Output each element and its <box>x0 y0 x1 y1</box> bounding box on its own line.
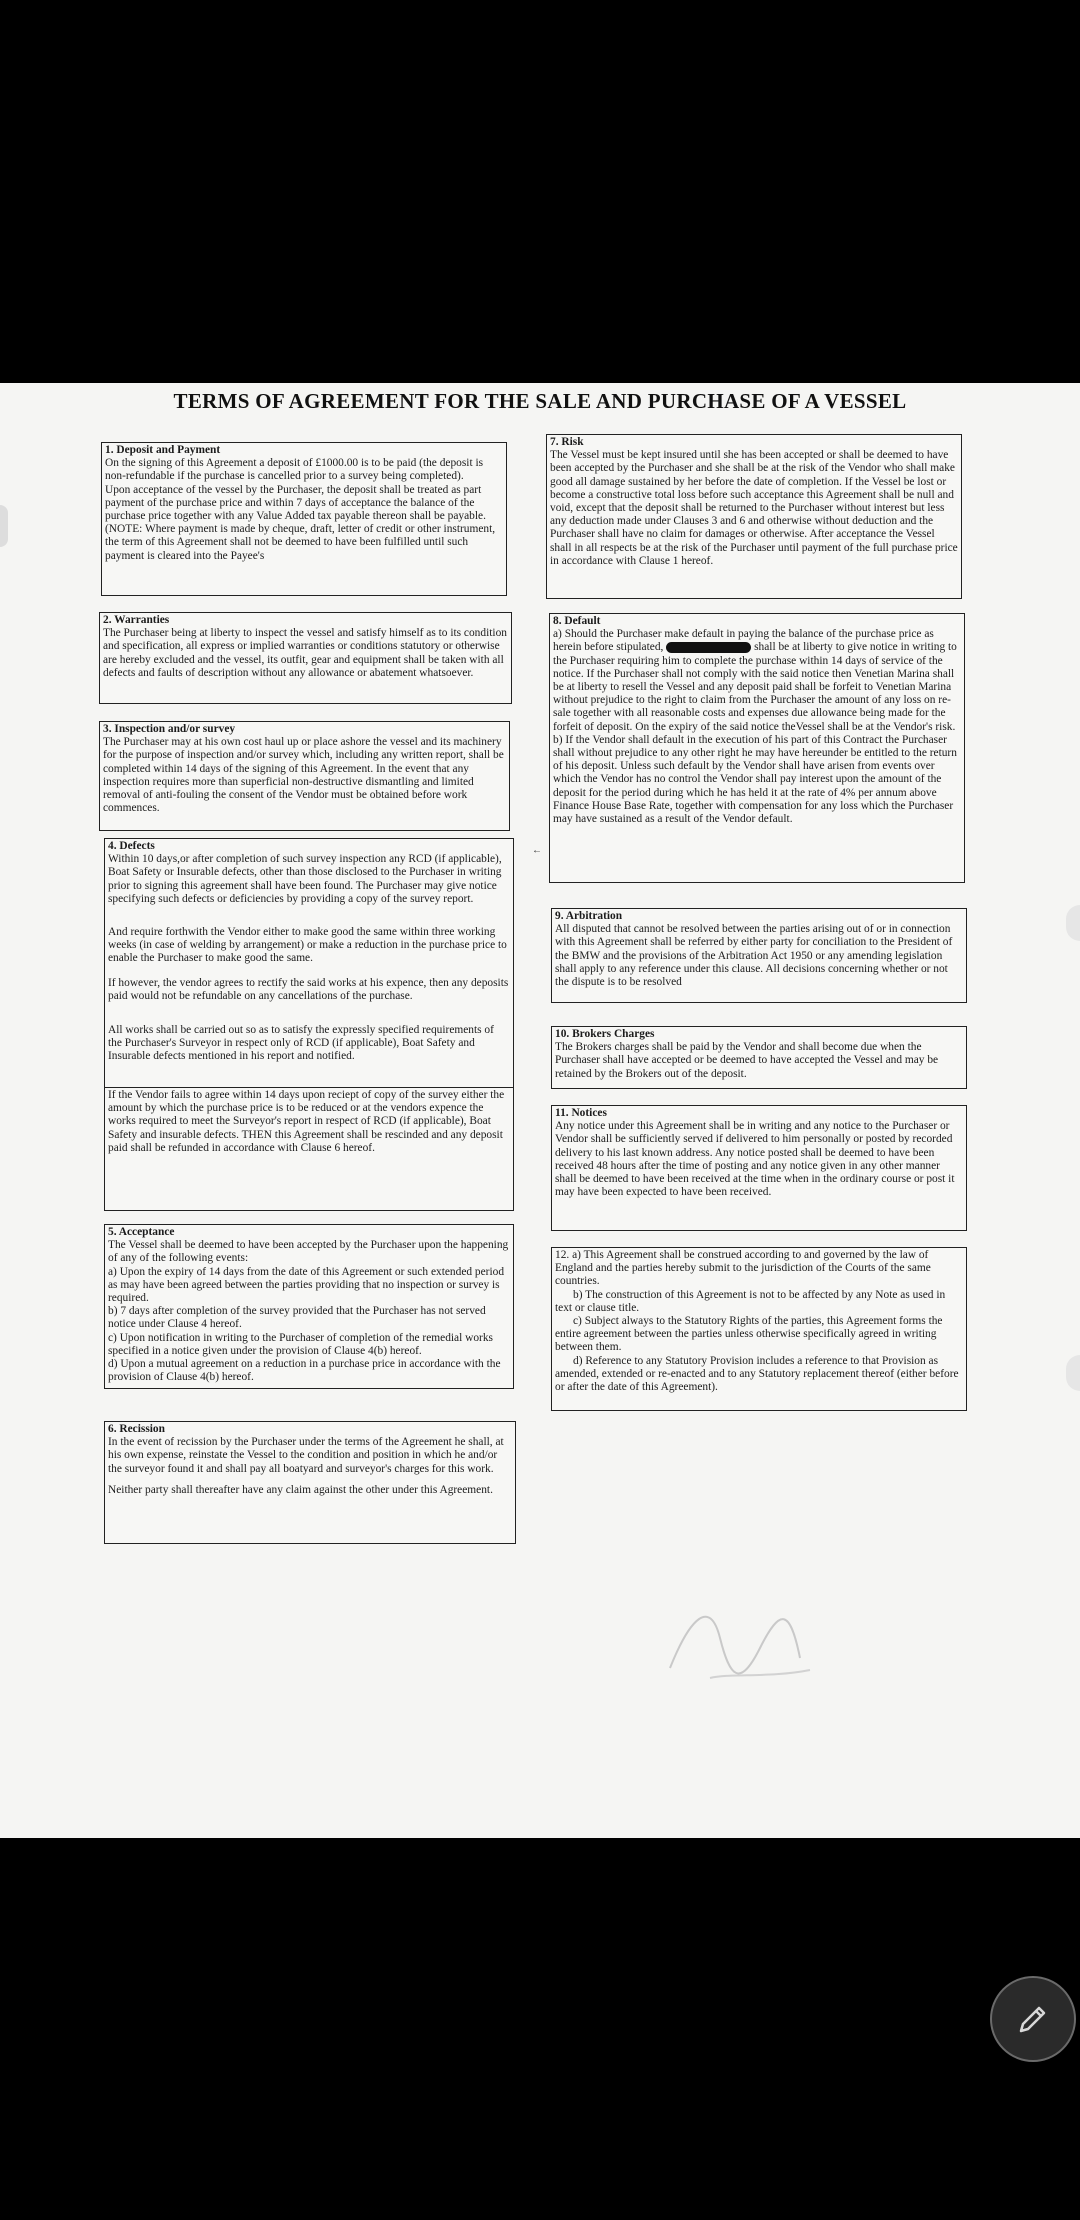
clause-paragraph: The Vessel shall be deemed to have been accepted by the Purchaser upon the happening of any of the following events: <box>108 1239 509 1265</box>
clause-4-defects <box>104 838 514 931</box>
clause-paragraph: c) Upon notification in writing to the Purchaser of completion of the remedial works specified in a notice given under the provision of Clause 4(b) hereof. <box>108 1331 493 1357</box>
clause-paragraph: 12. a) This Agreement shall be construed according to and governed by the law of England and the parties hereby submit to the jurisdiction of the Courts of the same countries. <box>555 1249 931 1288</box>
left-edge-handle[interactable] <box>0 505 8 547</box>
clause-paragraph: All works shall be carried out so as to satisfy the expressly specified requirements of the Purchaser's Surveyor in respect only of RCD (if applicable), Boat Safety and Insurable defects mentioned in his report and notified. <box>108 1024 494 1063</box>
clause-paragraph: All disputed that cannot be resolved between the parties arising out of or in connection with this Agreement shall be referred by either party for conciliation to the President of the BMW and the provisions of the Arbitration Act 1950 or any amending legislation shall apply to any reference under this clause. All decisions concerning whether or not the dispute is to be resolved <box>555 923 953 989</box>
clause-heading: 10. Brokers Charges <box>555 1028 655 1040</box>
signature-scribble <box>650 1578 820 1698</box>
clause-12-governing-law <box>551 1247 967 1411</box>
clause-11-notices <box>551 1105 967 1231</box>
clause-paragraph: In the event of recission by the Purchaser under the terms of the Agreement he shall, at his own expense, reinstate the Vessel to the condition and position in which he and/or the surveyor found it and shall pay all boatyard and surveyor's charges for this work. <box>108 1436 504 1475</box>
clause-paragraph: On the signing of this Agreement a deposit of £1000.00 is to be paid (the deposit is non-refundable if the purchase is cancelled prior to a survey being completed). <box>105 457 484 483</box>
clause-paragraph: And require forthwith the Vendor either to make good the same within three working weeks (in case of welding by arrangement) or make a reduction in the purchase price to enable the Purchaser to make good the same. <box>108 926 507 965</box>
clause-paragraph: Upon acceptance of the vessel by the Purchaser, the deposit shall be treated as part payment of the purchase price and within 7 days of acceptance the balance of the purchase price together with any Value Added tax payable thereon shall be payable. (NOTE: Where payment is made by cheque, draft, letter of credit or other instrument, the term of this Agreement shall not be deemed to have been fulfilled until such payment is cleared into the Payee's <box>105 483 496 562</box>
clause-10-brokers-charges <box>551 1026 967 1089</box>
clause-heading: 7. Risk <box>550 436 584 448</box>
clause-paragraph: The Purchaser being at liberty to inspect the vessel and satisfy himself as to its condition and specification, all express or implied warranties or conditions statutory or otherwise are hereby excluded and the vessel, its outfit, gear and equipment shall be taken with all defects and faults of description without any allowance or abatement whatsoever. <box>103 627 507 679</box>
redaction-mark <box>666 642 751 653</box>
clause-paragraph: The Vessel must be kept insured until she has been accepted or shall be deemed to have been accepted by the Purchaser and she shall be at the risk of the Vendor who shall make good all damage sustained by her before the date of completion. If the Vessel be lost or become a constructive total loss before such acceptance this Agreement shall be null and void, except that the deposit shall be returned to the Purchaser without interest but less any deduction made under Clauses 3 and 6 and otherwise without deduction and the Purchaser shall have no claim for damages or otherwise. After acceptance the Vessel shall in all respects be at the risk of the Purchaser until payment of the full purchase price in accordance with Clause 1 hereof. <box>550 449 958 567</box>
clause-text: shall be at liberty to give notice in writing to the Purchaser requiring him to complete the purchase within 14 days of service of the notice. If the Purchaser shall not comply with the said notice then Venetian Marina shall be at liberty to resell the Vessel and any deposit paid shall be forfeit to Venetian Marina without prejudice to the right to claim from the Purchaser the amount of any loss on re-sale together with all reasonable costs and expenses due allowance being made for the forfeit of deposit. On the expiry of the said notice theVessel shall be at the Vendor's risk. <box>553 641 957 733</box>
clause-paragraph: If however, the vendor agrees to rectify the said works at his expence, then any deposits paid would not be refundable on any cancellations of the purchase. <box>108 977 509 1003</box>
arrow-mark-icon: ← <box>532 845 542 856</box>
clause-paragraph: d) Reference to any Statutory Provision includes a reference to that Provision as amended, extended or re-enacted and to any Statutory replacement thereof (either before or after the date of this Agreement). <box>555 1354 959 1394</box>
clause-text: a) Should the Purchaser make default in paying the balance of the purchase price as herein before stipulated, <box>553 628 934 654</box>
clause-paragraph: Neither party shall thereafter have any claim against the other under this Agreement. <box>108 1483 493 1496</box>
clause-paragraph: If the Vendor fails to agree within 14 days upon reciept of copy of the survey either the amount by which the purchase price is to be reduced or at the vendors expence the works required to meet the Surveyor's report in respect of RCD (if applicable), Boat Safety and insurable defects. THEN this Agreement shall be rescinded and any deposit paid shall be refunded in accordance with Clause 6 hereof. <box>108 1089 505 1154</box>
clause-paragraph: b) 7 days after completion of the survey provided that the Purchaser has not served notice under Clause 4 hereof. <box>108 1305 486 1331</box>
clause-heading: 3. Inspection and/or survey <box>103 723 236 735</box>
clause-1-deposit-and-payment <box>101 442 507 596</box>
clause-2-warranties <box>99 612 512 704</box>
clause-paragraph: b) If the Vendor shall default in the execution of his part of this Contract the Purchaser shall without prejudice to any other right he may have hereunder be entitled to the return of his deposit. Unless such default by the Vendor shall have arisen from events over which the Vendor has no control the Vendor shall pay interest upon the amount of the deposit for the period during which he has held it at the rate of 4% per annum above Finance House Base Rate, together with compensation for any loss which the Purchaser may have sustained as a result of the Vendor default. <box>553 733 957 826</box>
clause-paragraph: a) Upon the expiry of 14 days from the date of this Agreement or such extended period as may have been agreed between the parties providing that no inspection or survey is required. <box>108 1265 505 1305</box>
clause-5-acceptance <box>104 1224 514 1389</box>
clause-paragraph: b) The construction of this Agreement is not to be affected by any Note as used in text or clause title. <box>555 1288 946 1314</box>
clause-heading: 8. Default <box>553 615 601 627</box>
edit-fab-button[interactable] <box>990 1976 1076 2062</box>
pencil-icon <box>1013 1999 1053 2039</box>
clause-heading: 5. Acceptance <box>108 1226 175 1238</box>
clause-paragraph: c) Subject always to the Statutory Rights of the parties, this Agreement forms the entire agreement between the parties unless otherwise specifically agreed in writing between them. <box>555 1315 943 1354</box>
clause-heading: 11. Notices <box>555 1107 607 1119</box>
clause-paragraph: Within 10 days,or after completion of such survey inspection any RCD (if applicable), Boat Safety or Insurable defects, other than those disclosed to the Purchaser in writing prior to signing this agreement shall have been found. The Purchaser may give notice specifying such defects or deficiencies by providing a copy of the survey report. <box>108 853 502 905</box>
clause-8-default <box>549 613 965 883</box>
clause-heading: 9. Arbitration <box>555 910 623 922</box>
clause-4-paragraph-box <box>104 976 514 1026</box>
clause-heading: 4. Defects <box>108 840 155 852</box>
side-tab-handle[interactable] <box>1066 905 1080 941</box>
clause-paragraph <box>553 628 961 734</box>
clause-6-recission <box>104 1421 516 1544</box>
side-tab-handle[interactable] <box>1066 1355 1080 1391</box>
clause-7-risk <box>546 434 962 599</box>
clause-4-paragraph-box <box>104 1088 514 1211</box>
clause-paragraph: d) Upon a mutual agreement on a reduction in a purchase price in accordance with the provision of Clause 4(b) hereof. <box>108 1358 501 1384</box>
document-title: TERMS OF AGREEMENT FOR THE SALE AND PURCHASE OF A VESSEL <box>173 389 907 413</box>
clause-paragraph: Any notice under this Agreement shall be in writing and any notice to the Purchaser or Vendor shall be sufficiently served if delivered to him personally or posted by recorded delivery to his last known address. Any notice posted shall be deemed to have been received 48 hours after the time of posting and any notice given in any other manner shall be deemed to have been received at the time when in the ordinary course or post it may have been expected to have been received. <box>555 1120 955 1199</box>
clause-4-paragraph-box <box>104 1023 514 1088</box>
clause-9-arbitration <box>551 908 967 1003</box>
clause-heading: 6. Recission <box>108 1423 165 1435</box>
clause-heading: 1. Deposit and Payment <box>105 444 221 456</box>
clause-paragraph: The Purchaser may at his own cost haul up or place ashore the vessel and its machinery for the purpose of inspection and/or survey which, including any written report, shall be completed within 14 days of the signing of this Agreement. In the event that any inspection requires more than superficial non-destructive dismantling and limited removal of anti-fouling the consent of the Vendor must be obtained before work commences. <box>103 736 504 815</box>
clause-heading: 2. Warranties <box>103 614 170 626</box>
clause-3-inspection <box>99 721 510 831</box>
document-page <box>0 383 1080 1838</box>
clause-paragraph: The Brokers charges shall be paid by the Vendor and shall become due when the Purchaser shall have accepted or be deemed to have accepted the Vessel and may be retained by the Brokers out of the deposit. <box>555 1041 939 1080</box>
